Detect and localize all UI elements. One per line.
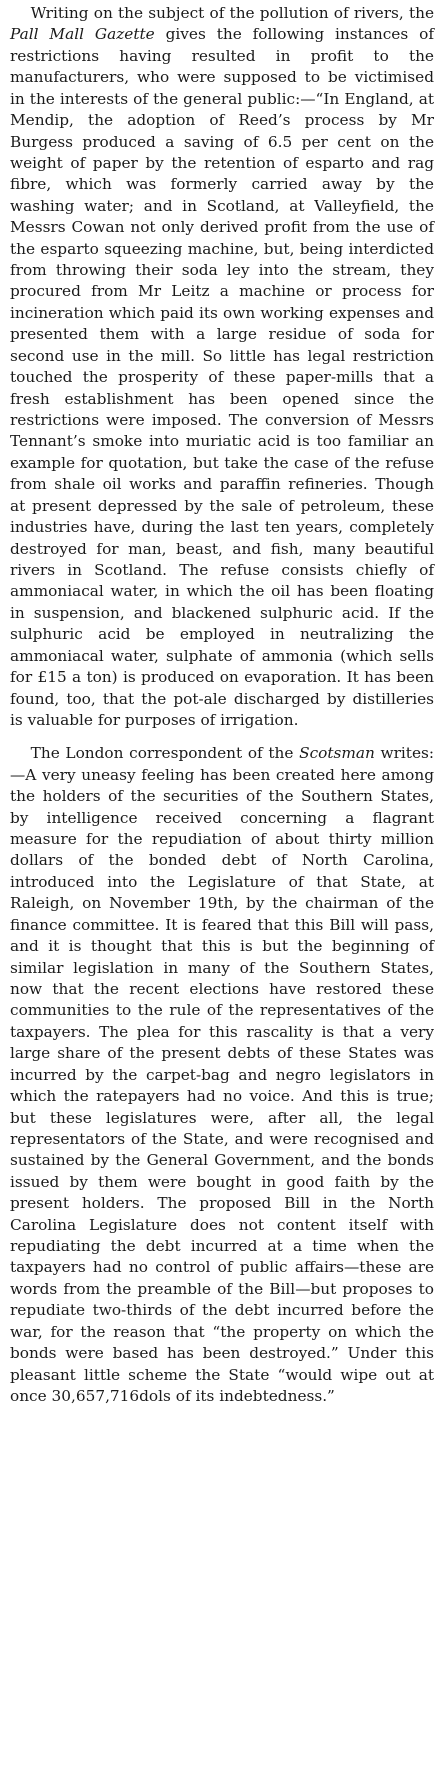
publication-title-pall-mall-gazette: Pall Mall Gazette: [10, 25, 155, 44]
article-paragraph-repudiation: [10, 743, 434, 1407]
article-paragraph-pollution: [10, 3, 434, 731]
paragraph-text: writes:—A very uneasy feeling has been created here among the holders of the securities of the Southern States, by intelligence received concerning a flagrant measure for the repudiation of about thirty million dollars of the bonded debt of North Carolina, introduced into the Legislature of that State, at Raleigh, on November 19th, by the chairman of the finance committee. It is feared that this Bill will pass, and it is thought that this is but the beginning of similar legislation in many of the Southern States, now that the recent elections have restored these communities to the rule of the representatives of the taxpayers. The plea for this rascality is that a very large share of the present debts of these States was incurred by the carpet-bag and negro legislators in which the ratepayers had no voice. And this is true; but these legislatures were, after all, the legal representators of the State, and were recognised and sustained by the General Government, and the bonds issued by them were bought in good faith by the present holders. The proposed Bill in the North Carolina Legislature does not content itself with repudiating the debt incurred at a time when the taxpayers had no control of public affairs—these are words from the preamble of the Bill—but proposes to repudiate two-thirds of the debt incurred before the war, for the reason that “the property on which the bonds were based has been destroyed.” Under this pleasant little scheme the State “would wipe out at once 30,657,716dols of its indebtedness.”: [10, 744, 434, 1405]
paragraph-text: The London correspondent of the: [30, 744, 300, 763]
publication-title-scotsman: Scotsman: [299, 744, 375, 763]
paragraph-text: gives the following instances of restrictions having resulted in profit to the manufacturers, who were supposed to be victimised in the interests of the general public:—“In England, at Mendip, the adoption of Reed’s process by Mr Burgess produced a saving of 6.5 per cent on the weight of paper by the retention of esparto and rag fibre, which was formerly carried away by the washing water; and in Scotland, at Valleyfield, the Messrs Cowan not only derived profit from the use of the esparto squeezing machine, but, being interdicted from throwing their soda ley into the stream, they procured from Mr Leitz a machine or process for incineration which paid its own working expenses and presented them with a large residue of soda for second use in the mill. So little has legal restriction touched the prosperity of these paper-mills that a fresh establishment has been opened since the restrictions were imposed. The conversion of Messrs Tennant’s smoke into muriatic acid is too familiar an example for quotation, but take the case of the refuse from shale oil works and paraffin refineries. Though at present depressed by the sale of petroleum, these industries have, during the last ten years, completely destroyed for man, beast, and fish, many beautiful rivers in Scotland. The refuse consists chiefly of ammoniacal water, in which the oil has been floating in suspension, and blackened sulphuric acid. If the sulphuric acid be employed in neutralizing the ammoniacal water, sulphate of ammonia (which sells for £15 a ton) is produced on evaporation. It has been found, too, that the pot-ale discharged by distilleries is valuable for purposes of irrigation.: [10, 25, 434, 729]
paragraph-text: Writing on the subject of the pollution of rivers, the: [30, 4, 434, 22]
